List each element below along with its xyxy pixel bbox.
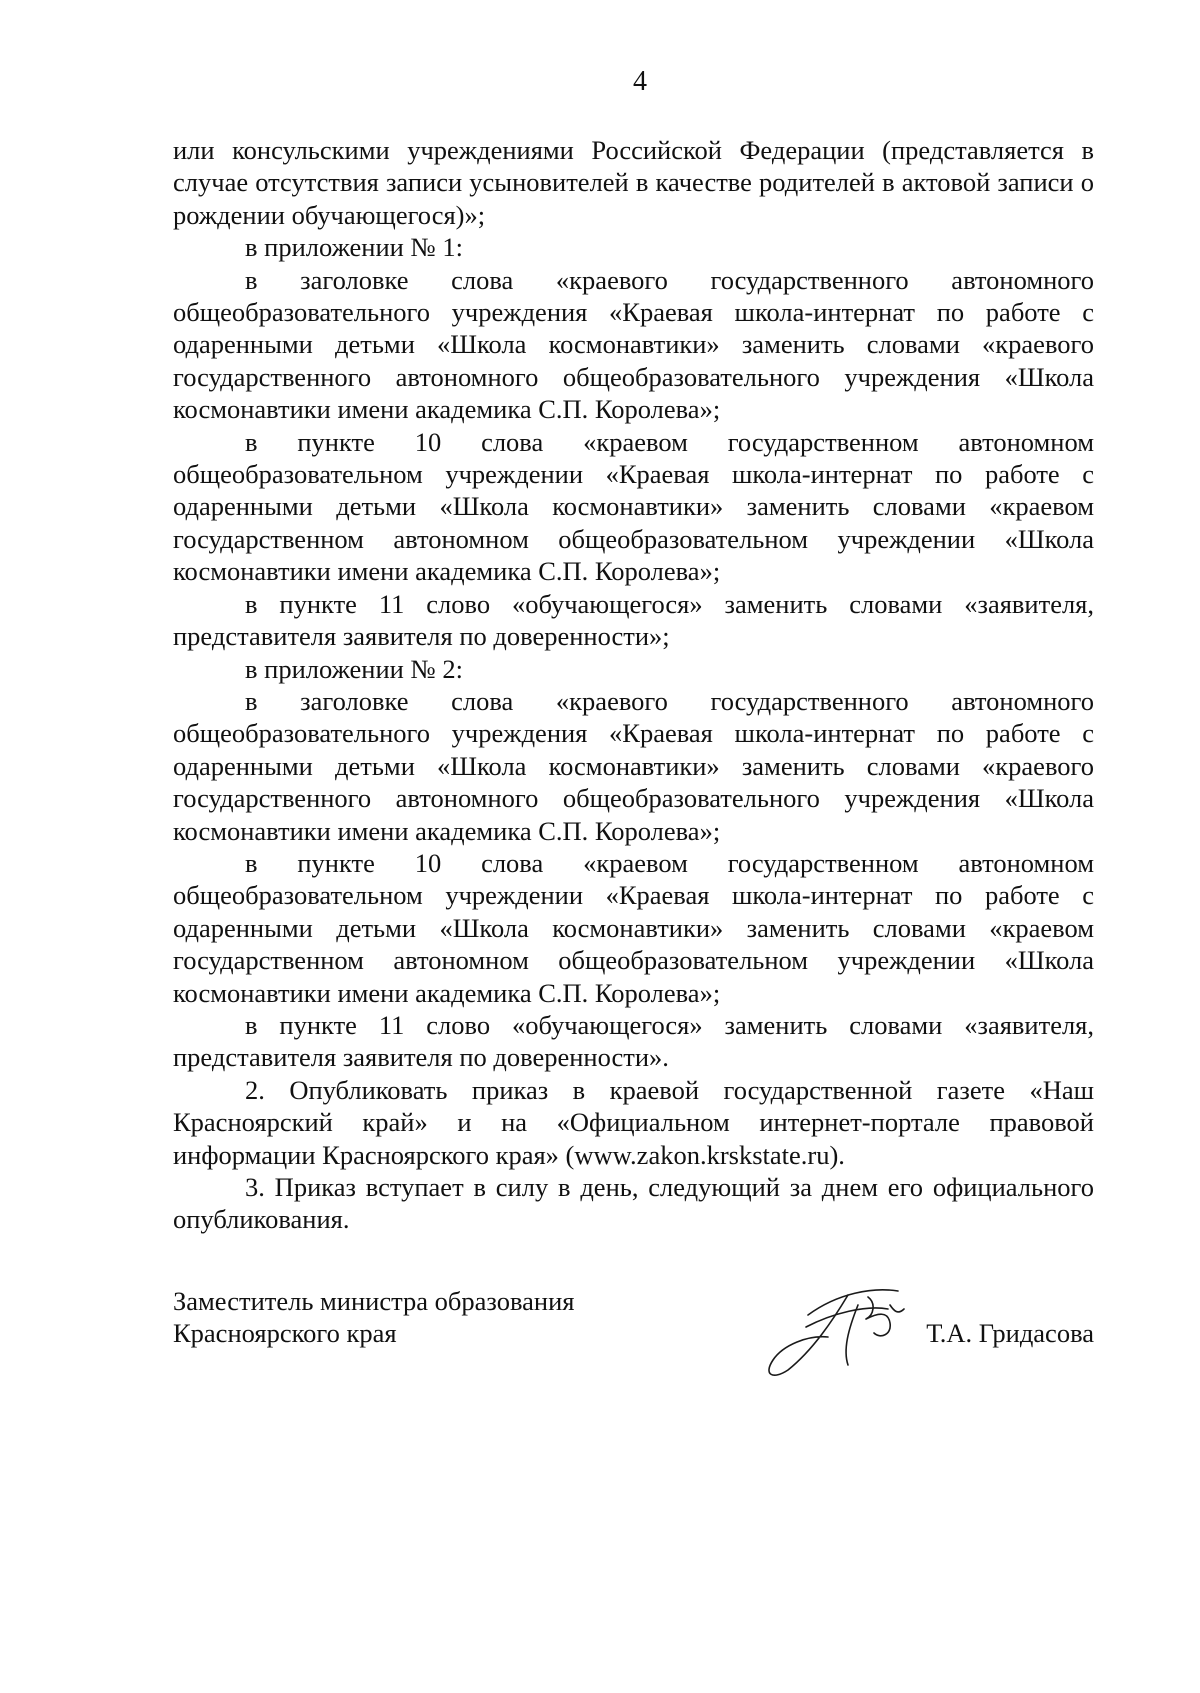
paragraph-effective-date: 3. Приказ вступает в силу в день, следующий за днем его официального опубликования. [173,1172,1094,1235]
signer-position [173,1285,574,1350]
paragraph-appendix-1-item-10: в пункте 10 слова «краевом государственном автономном общеобразовательном учреждении «Краевая школа-интернат по работе с одаренными детьми «Школа космонавтики» заменить словами «краевом государственном автономном общеобразовательном учреждении «Школа космонавтики имени академика С.П. Королева»; [173,426,1094,587]
signature-block [173,1285,1094,1395]
page-number: 4 [633,66,647,97]
paragraph-continuation: или консульскими учреждениями Российской Федерации (представляется в случае отсутствия записи усыновителей в качестве родителей в актовой записи о рождении обучающегося)»; [173,135,1094,230]
paragraph-appendix-2-item-10: в пункте 10 слова «краевом государственном автономном общеобразовательном учреждении «Краевая школа-интернат по работе с одаренными детьми «Школа космонавтики» заменить словами «краевом государственном автономном общеобразовательном учреждении «Школа космонавтики имени академика С.П. Королева»; [173,847,1094,1008]
signer-position-line-1: Заместитель министра образования [173,1286,575,1316]
paragraph-appendix-1-heading: в приложении № 1: [245,232,463,263]
signer-name: Т.А. Гридасова [926,1318,1094,1348]
paragraph-appendix-1-item-11: в пункте 11 слово «обучающегося» заменить словами «заявителя, представителя заявителя по доверенности»; [173,588,1094,652]
paragraph-publication: 2. Опубликовать приказ в краевой государственной газете «Наш Красноярский край» и на «Официальном интернет-портале правовой информации Красноярского края» (www.zakon.krskstate.ru). [173,1074,1094,1170]
paragraph-appendix-2-heading: в приложении № 2: [245,653,463,684]
signer-position-line-2: Красноярского края [173,1318,397,1349]
paragraph-appendix-1-title-change: в заголовке слова «краевого государственного автономного общеобразовательного учреждения «Краевая школа-интернат по работе с одаренными детьми «Школа космонавтики» заменить словами «краевого государственного автономного общеобразовательного учреждения «Школа космонавтики имени академика С.П. Королева»; [173,264,1094,425]
paragraph-appendix-2-item-11: в пункте 11 слово «обучающегося» заменить словами «заявителя, представителя заявителя по доверенности». [173,1009,1094,1073]
handwritten-signature [748,1275,928,1385]
paragraph-appendix-2-title-change: в заголовке слова «краевого государственного автономного общеобразовательного учреждения «Краевая школа-интернат по работе с одаренными детьми «Школа космонавтики» заменить словами «краевого государственного автономного общеобразовательного учреждения «Школа космонавтики имени академика С.П. Королева»; [173,685,1094,846]
document-body [173,134,1094,1236]
